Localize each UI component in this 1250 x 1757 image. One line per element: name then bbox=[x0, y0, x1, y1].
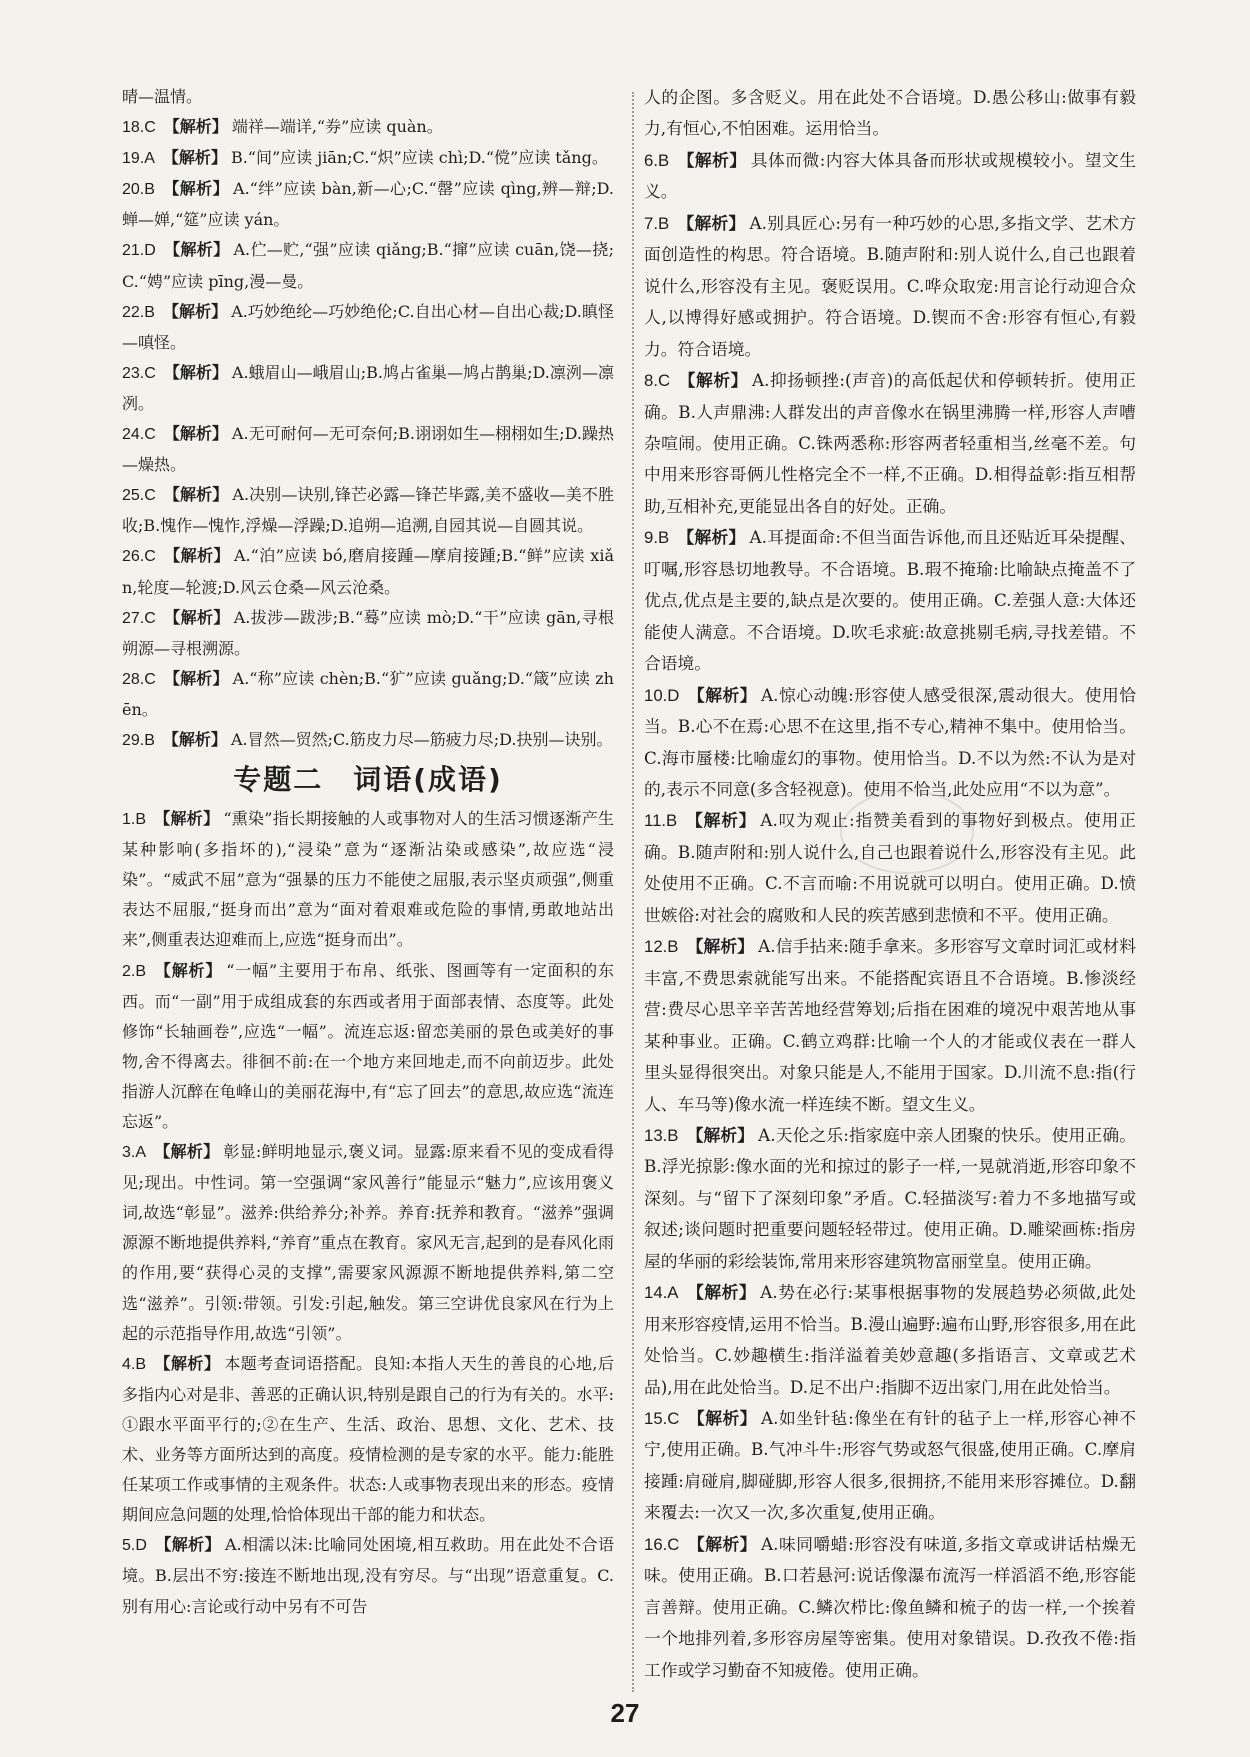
analysis-tag: 【解析】 bbox=[163, 240, 230, 260]
analysis-text: A.天伦之乐:指家庭中亲人团聚的快乐。使用正确。B.浮光掠影:像水面的光和掠过的影子一样,一晃就消逝,形容印象不深刻。与“留下了深刻印象”矛盾。C.轻描淡写:着力不多地描写或叙述;谈问题时把重要问题轻轻带过。使用正确。D.雕梁画栋:指房屋的华丽的彩绘装饰,常用来形容建筑物富丽堂皇。使用正确。 bbox=[644, 1124, 1136, 1271]
answer-item bbox=[122, 956, 614, 1138]
answer-number: 22.B bbox=[122, 303, 155, 321]
answer-number: 25.C bbox=[122, 487, 156, 505]
right-column bbox=[644, 82, 1136, 1686]
analysis-tag: 【解析】 bbox=[154, 1535, 221, 1555]
answer-item bbox=[122, 541, 614, 602]
answer-number: 24.C bbox=[122, 426, 156, 444]
analysis-text: A.决别—诀别,锋芒必露—锋芒毕露,美不盛收—美不胜收;B.愧作—愧怍,浮燥—浮躁;D.追朔—追溯,自园其说—自圆其说。 bbox=[122, 485, 614, 536]
answer-item bbox=[122, 725, 614, 756]
answer-item bbox=[644, 1277, 1136, 1403]
section-title: 专题二 词语(成语) bbox=[233, 763, 503, 797]
analysis-tag: 【解析】 bbox=[154, 1353, 221, 1373]
analysis-text: 彰显:鲜明地显示,褒义词。显露:原来看不见的变成看得见;现出。中性词。第一空强调“家风善行”能显示“魅力”,应该用褒义词,故选“彰显”。滋养:供给养分;补养。养育:抚养和教育。“滋养”强调源源不断地提供养料,“养育”重点在教育。家风无言,起到的是春风化雨的作用,要“获得心灵的支撑”,需要家风源源不断地提供养料,第二空选“滋养”。引领:带领。引发:引起,触发。第三空讲优良家风在行为上起的示范指导作用,故选“引领”。 bbox=[122, 1142, 614, 1343]
analysis-tag: 【解析】 bbox=[163, 546, 230, 566]
answer-item bbox=[122, 1349, 614, 1531]
answer-item bbox=[122, 297, 614, 358]
analysis-text: A.“称”应读 chèn;B.“犷”应读 guǎng;D.“箴”应读 zhēn。 bbox=[122, 668, 614, 719]
analysis-tag: 【解析】 bbox=[163, 668, 229, 688]
analysis-text: A.拔涉—跋涉;B.“蓦”应读 mò;D.“干”应读 gān,寻根朔源—寻根溯源。 bbox=[122, 607, 614, 658]
answer-number: 27.C bbox=[122, 609, 156, 627]
analysis-tag: 【解析】 bbox=[162, 301, 228, 321]
answer-item bbox=[122, 1137, 614, 1349]
analysis-text: 端祥—端详,“券”应读 quàn。 bbox=[231, 117, 443, 137]
analysis-text: 本题考查词语搭配。良知:本指人天生的善良的心地,后多指内心对是非、善恶的正确认识,特别是跟自己的行为有关的。水平:①跟水平面平行的;②在生产、生活、政治、思想、文化、艺术、技术、业务等方面所达到的高度。疫情检测的是专家的水平。能力:能胜任某项工作或事情的主观条件。状态:人或事物表现出来的形态。疫情期间应急问题的处理,恰恰体现出干部的能力和状态。 bbox=[122, 1353, 614, 1525]
answer-item bbox=[122, 664, 614, 725]
analysis-tag: 【解析】 bbox=[687, 1533, 758, 1554]
answer-item bbox=[644, 365, 1136, 522]
answer-number: 20.B bbox=[122, 181, 155, 199]
answer-item bbox=[644, 1403, 1136, 1529]
answer-item bbox=[122, 174, 614, 235]
answer-number: 2.B bbox=[122, 962, 147, 980]
continued-text: 人的企图。多含贬义。用在此处不合语境。D.愚公移山:做事有毅力,有恒心,不怕困难。运用恰当。 bbox=[644, 87, 1136, 139]
analysis-text: A.无可耐何—无可奈何;B.诩诩如生—栩栩如生;D.躁热—燥热。 bbox=[122, 424, 614, 475]
analysis-text: A.叹为观止:指赞美看到的事物好到极点。使用正确。B.随声附和:别人说什么,自己也跟着说什么,形容没有主见。此处使用不正确。C.不言而喻:不用说就可以明白。使用正确。D.愤世嫉俗:对社会的腐败和人民的疾苦感到悲愤和不平。使用正确。 bbox=[644, 810, 1136, 925]
answer-number: 7.B bbox=[644, 213, 670, 233]
analysis-text: A.冒然—贸然;C.筋皮力尽—筋疲力尽;D.抉别—诀别。 bbox=[230, 729, 613, 749]
analysis-text: A.蛾眉山—峨眉山;B.鸠占雀巢—鸠占鹊巢;D.凛洌—凛冽。 bbox=[122, 362, 614, 413]
answer-item bbox=[122, 804, 614, 955]
analysis-tag: 【解析】 bbox=[163, 607, 230, 627]
answer-number: 18.C bbox=[122, 119, 156, 137]
analysis-text: “一幅”主要用于布帛、纸张、图画等有一定面积的东西。而“一副”用于成组成套的东西或者用于面部表情、态度等。此处修饰“长轴画卷”,应选“一幅”。流连忘返:留恋美丽的景色或美好的事物,舍不得离去。徘徊不前:在一个地方来回地走,而不向前迈步。此处指游人沉醉在龟峰山的美丽花海中,有“忘了回去”的意思,故应选“流连忘返”。 bbox=[122, 960, 614, 1131]
analysis-tag: 【解析】 bbox=[163, 362, 228, 382]
page-number: 27 bbox=[610, 1698, 640, 1728]
answer-number: 14.A bbox=[644, 1283, 679, 1303]
analysis-tag: 【解析】 bbox=[163, 424, 228, 444]
answer-number: 21.D bbox=[122, 242, 156, 260]
answer-item bbox=[644, 145, 1136, 208]
analysis-tag: 【解析】 bbox=[685, 810, 757, 831]
answer-number: 29.B bbox=[122, 731, 155, 749]
analysis-tag: 【解析】 bbox=[687, 684, 758, 705]
analysis-tag: 【解析】 bbox=[162, 148, 227, 168]
analysis-text: A.惊心动魄:形容使人感受很深,震动很大。使用恰当。B.心不在焉:心思不在这里,指不专心,精神不集中。使用恰当。C.海市蜃楼:比喻虚幻的事物。使用恰当。D.不以为然:不认为是对的,表示不同意(多含轻视意)。使用不恰当,此处应用“不以为意”。 bbox=[644, 684, 1136, 799]
analysis-text: A.耳提面命:不但当面告诉他,而且还贴近耳朵提醒、叮嘱,形容恳切地教导。不合语境。B.瑕不掩瑜:比喻缺点掩盖不了优点,优点是主要的,缺点是次要的。使用正确。C.差强人意:大体还能使人满意。不合语境。D.吹毛求疵:故意挑剔毛病,寻找差错。不合语境。 bbox=[644, 527, 1136, 674]
answer-number: 1.B bbox=[122, 811, 147, 829]
answer-number: 28.C bbox=[122, 670, 156, 688]
analysis-text: B.“间”应读 jiān;C.“炽”应读 chì;D.“傥”应读 tǎng。 bbox=[230, 148, 608, 168]
answer-number: 5.D bbox=[122, 1537, 147, 1555]
analysis-text: A.势在必行:某事根据事物的发展趋势必须做,此处用来形容疫情,运用不恰当。B.漫山遍野:遍布山野,形容很多,用在此处恰当。C.妙趣横生:指洋溢着美妙意趣(多指语言、文章或艺术品),用在此处恰当。D.足不出户:指脚不迈出家门,用在此处恰当。 bbox=[644, 1282, 1136, 1397]
analysis-tag: 【解析】 bbox=[686, 936, 755, 957]
watermark-stamp bbox=[840, 790, 974, 874]
answer-item bbox=[122, 1530, 614, 1621]
analysis-text: A.“绊”应读 bàn,新—心;C.“罄”应读 qìng,辨—辩;D.蝉—婵,“筵”应读 yán。 bbox=[122, 179, 614, 230]
answer-item bbox=[644, 522, 1136, 679]
answer-item bbox=[122, 235, 614, 296]
answer-item bbox=[122, 358, 614, 419]
answer-item bbox=[644, 1529, 1136, 1686]
answer-number: 4.B bbox=[122, 1355, 147, 1373]
analysis-tag: 【解析】 bbox=[154, 1142, 220, 1162]
analysis-tag: 【解析】 bbox=[677, 149, 747, 170]
continued-text: 晴—温情。 bbox=[122, 87, 203, 106]
answer-item bbox=[644, 208, 1136, 365]
answer-item bbox=[644, 1120, 1136, 1277]
analysis-tag: 【解析】 bbox=[162, 729, 227, 749]
analysis-tag: 【解析】 bbox=[154, 809, 220, 829]
analysis-text: A.伫—贮,“强”应读 qiǎng;B.“撺”应读 cuān,饶—挠;C.“娉”应读 pīng,漫—曼。 bbox=[122, 240, 614, 291]
answer-item bbox=[122, 143, 614, 174]
analysis-tag: 【解析】 bbox=[163, 117, 228, 137]
answer-item bbox=[122, 480, 614, 541]
answer-number: 6.B bbox=[644, 150, 670, 170]
answer-number: 3.A bbox=[122, 1144, 147, 1162]
analysis-text: A.相濡以沫:比喻同处困境,相互救助。用在此处不合语境。B.层出不穷:接连不断地出现,没有穷尽。与“出现”语意重复。C.别有用心:言论或行动中另有不可告 bbox=[122, 1535, 614, 1616]
analysis-text: A.味同嚼蜡:形容没有味道,多指文章或讲话枯燥无味。使用正确。B.口若悬河:说话像瀑布流泻一样滔滔不绝,形容能言善辩。使用正确。C.鳞次栉比:像鱼鳞和梳子的齿一样,一个挨着一个地排列着,多形容房屋等密集。使用对象错误。D.孜孜不倦:指工作或学习勤奋不知疲倦。使用正确。 bbox=[644, 1533, 1136, 1680]
answer-number: 9.B bbox=[644, 528, 670, 548]
analysis-tag: 【解析】 bbox=[163, 485, 229, 505]
analysis-text: A.抑扬顿挫:(声音)的高低起伏和停顿转折。使用正确。B.人声鼎沸:人群发出的声音像水在锅里沸腾一样,形容人声嘈杂喧闹。使用正确。C.铢两悉称:形容两者轻重相当,丝毫不差。句中用来形容哥俩儿性格完全不一样,不正确。D.相得益彰:指互相帮助,互相补充,更能显出各自的好处。正确。 bbox=[644, 370, 1136, 516]
answer-number: 16.C bbox=[644, 1534, 680, 1554]
analysis-tag: 【解析】 bbox=[677, 527, 746, 548]
answer-number: 8.C bbox=[644, 371, 671, 391]
answer-number: 12.B bbox=[644, 937, 679, 957]
answer-number: 11.B bbox=[644, 811, 678, 831]
answer-number: 26.C bbox=[122, 548, 156, 566]
answer-number: 10.D bbox=[644, 685, 680, 705]
column-divider bbox=[632, 92, 634, 1692]
analysis-text: “熏染”指长期接触的人或事物对人的生活习惯逐渐产生某种影响(多指坏的),“浸染”意为“逐渐沾染或感染”,故应选“浸染”。“威武不屈”意为“强暴的压力不能使之屈服,表示坚贞顽强”,侧重表达不屈服,“挺身而出”意为“面对着艰难或危险的事情,勇敢地站出来”,侧重表达迎难而上,应选“挺身而出”。 bbox=[122, 809, 614, 950]
analysis-text: 具体而微:内容大体具备而形状或规模较小。望文生义。 bbox=[644, 149, 1136, 202]
analysis-text: A.如坐针毡:像坐在有针的毡子上一样,形容心神不宁,使用正确。B.气冲斗牛:形容气势或怒气很盛,使用正确。C.摩肩接踵:肩碰肩,脚碰脚,形容人很多,很拥挤,不能用来形容摊位。D.翻来覆去:一次又一次,多次重复,使用正确。 bbox=[644, 1408, 1136, 1523]
answer-number: 19.A bbox=[122, 150, 155, 168]
analysis-tag: 【解析】 bbox=[678, 370, 748, 391]
analysis-tag: 【解析】 bbox=[686, 1124, 755, 1145]
analysis-tag: 【解析】 bbox=[687, 1408, 758, 1429]
analysis-text: A.信手拈来:随手拿来。多形容写文章时词汇或材料丰富,不费思索就能写出来。不能搭配宾语且不合语境。B.惨淡经营:费尽心思辛辛苦苦地经营筹划;后指在困难的境况中艰苦地从事某种事业。正确。C.鹤立鸡群:比喻一个人的才能或仪表在一群人里头显得很突出。对象只能是人,不能用于国家。D.川流不息:指(行人、车马等)像水流一样连续不断。望文生义。 bbox=[644, 936, 1136, 1114]
answer-item bbox=[644, 931, 1136, 1120]
analysis-tag: 【解析】 bbox=[677, 212, 746, 233]
answer-number: 13.B bbox=[644, 1125, 679, 1145]
analysis-tag: 【解析】 bbox=[686, 1282, 757, 1303]
answer-item bbox=[644, 680, 1136, 806]
answer-number: 15.C bbox=[644, 1409, 680, 1429]
answer-item bbox=[122, 603, 614, 664]
analysis-text: A.巧妙绝纶—巧妙绝伦;C.自出心材—自出心裁;D.瞋怪—嗔怪。 bbox=[122, 301, 614, 352]
answer-item bbox=[122, 419, 614, 480]
analysis-text: A.“泊”应读 bó,磨肩接踵—摩肩接踵;B.“鲜”应读 xiǎn,轮度—轮渡;D.风云仓桑—风云沧桑。 bbox=[122, 546, 614, 597]
left-column bbox=[122, 82, 614, 1622]
analysis-tag: 【解析】 bbox=[162, 179, 230, 199]
analysis-text: A.别具匠心:另有一种巧妙的心思,多指文学、艺术方面创造性的构思。符合语境。B.随声附和:别人说什么,自己也跟着说什么,形容没有主见。褒贬误用。C.哗众取宠:用言论行动迎合众人,以博得好感或拥护。符合语境。D.锲而不舍:形容有恒心,有毅力。符合语境。 bbox=[644, 212, 1136, 359]
answer-number: 23.C bbox=[122, 364, 156, 382]
analysis-tag: 【解析】 bbox=[154, 960, 223, 980]
answer-item bbox=[122, 112, 614, 143]
